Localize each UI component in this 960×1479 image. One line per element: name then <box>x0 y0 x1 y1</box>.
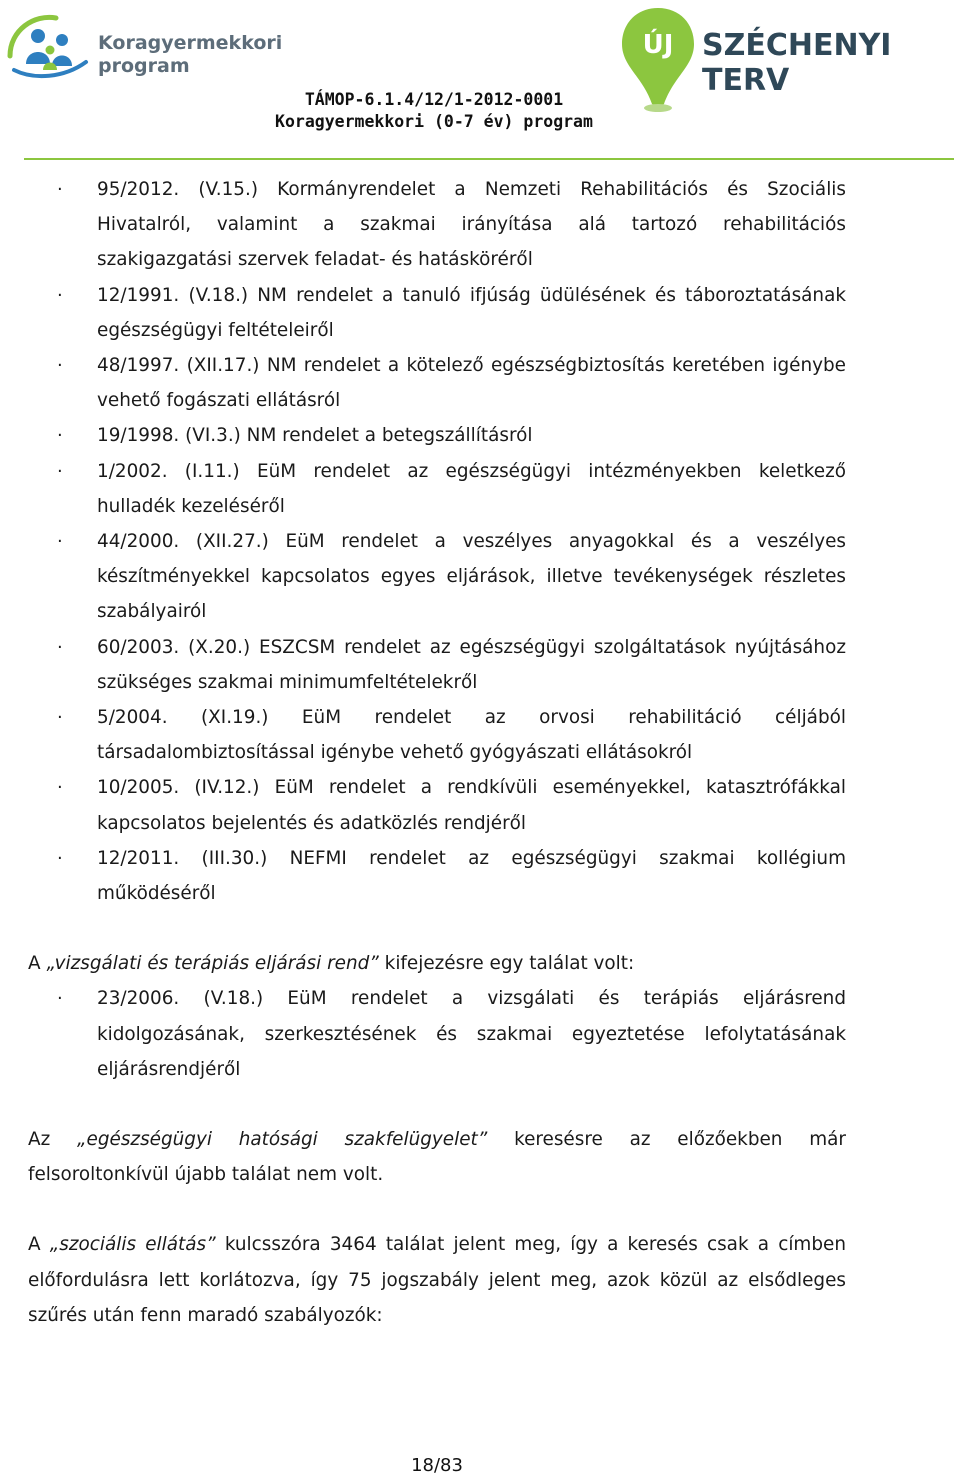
bullet-icon: · <box>57 988 63 1010</box>
koragyermekkori-logo <box>4 12 294 82</box>
szechenyi-terv-text: SZÉCHENYI TERV <box>702 28 892 98</box>
header-divider <box>24 158 954 160</box>
search-term: „szociális ellátás” <box>49 1234 216 1256</box>
paragraph-text: kulcsszóra 3464 találat jelent meg, így a keresés csak a címben előfordulásra lett korlátozva, így 75 jogszabály jelent meg, azok közül az elsődleges szűrés után fenn maradó szabályozók: <box>28 1234 846 1326</box>
list-item <box>28 700 846 770</box>
list-item-text: 10/2005. (IV.12.) EüM rendelet a rendkívüli eseményekkel, katasztrófákkal kapcsolatos bejelentés és adatközlés rendjéről <box>97 777 846 834</box>
paragraph-text: A <box>28 953 47 975</box>
regulation-list <box>28 981 846 1087</box>
uj-badge-text: ÚJ <box>642 30 674 60</box>
list-item-text: 23/2006. (V.18.) EüM rendelet a vizsgálati és terápiás eljárásrend kidolgozásának, szerkesztésének és szakmai egyeztetése lefolytatásának eljárásrendjéről <box>97 988 846 1080</box>
paragraph-text: Az <box>28 1129 78 1151</box>
page-header <box>0 0 960 162</box>
list-item <box>28 454 846 524</box>
paragraph-text: kifejezésre egy találat volt: <box>378 953 635 975</box>
list-item-text: 60/2003. (X.20.) ESZCSM rendelet az egészségügyi szolgáltatások nyújtásához szükséges szakmai minimumfeltételekről <box>97 636 846 693</box>
list-item <box>28 630 846 700</box>
bullet-icon: · <box>57 425 63 447</box>
list-item <box>28 418 846 453</box>
paragraph-text: A <box>28 1234 50 1256</box>
list-item-text: 1/2002. (I.11.) EüM rendelet az egészségügyi intézményekben keletkező hulladék kezeléséről <box>97 460 846 517</box>
search-result-paragraph <box>28 1122 846 1192</box>
search-term: „vizsgálati és terápiás eljárási rend” <box>46 953 379 975</box>
bullet-icon: · <box>57 355 63 377</box>
koragyermekkori-logo-text: Koragyermekkori program <box>98 32 283 77</box>
list-item <box>28 172 846 278</box>
search-result-paragraph <box>28 1227 846 1333</box>
project-name: Koragyermekkori (0-7 év) program <box>275 112 593 131</box>
bullet-icon: · <box>57 847 63 869</box>
list-item-text: 95/2012. (V.15.) Kormányrendelet a Nemzeti Rehabilitációs és Szociális Hivatalról, valamint a szakmai irányítása alá tartozó rehabilitációs szakigazgatási szervek feladat- és hatásköréről <box>97 179 846 271</box>
bullet-icon: · <box>57 284 63 306</box>
list-item <box>28 348 846 418</box>
bullet-icon: · <box>57 636 63 658</box>
page-number: 18/83 <box>411 1455 463 1476</box>
list-item-text: 48/1997. (XII.17.) NM rendelet a kötelező egészségbiztosítás keretében igénybe vehető fogászati ellátásról <box>97 355 846 412</box>
list-item-text: 5/2004. (XI.19.) EüM rendelet az orvosi rehabilitáció céljából társadalombiztosítással igénybe vehető gyógyászati ellátásokról <box>97 707 846 764</box>
regulation-list <box>28 172 846 911</box>
bullet-icon: · <box>57 179 63 200</box>
list-item <box>28 278 846 348</box>
list-item-text: 19/1998. (VI.3.) NM rendelet a betegszállításról <box>97 425 533 447</box>
bullet-icon: · <box>57 707 63 729</box>
bullet-icon: · <box>57 460 63 482</box>
document-body <box>28 172 846 1333</box>
search-result-paragraph <box>28 946 846 981</box>
paragraph-text: keresésre az előzőekben már felsoroltonkívül újabb találat nem volt. <box>28 1129 846 1186</box>
list-item <box>28 770 846 840</box>
list-item-text: 12/2011. (III.30.) NEFMI rendelet az egészségügyi szakmai kollégium működéséről <box>97 847 846 905</box>
list-item-text: 12/1991. (V.18.) NM rendelet a tanuló ifjúság üdülésének és táboroztatásának egészségügyi feltételeiről <box>97 284 846 341</box>
bullet-icon: · <box>57 777 63 799</box>
list-item-text: 44/2000. (XII.27.) EüM rendelet a veszélyes anyagokkal és a veszélyes készítményekkel kapcsolatos egyes eljárások, illetve tevékenységek részletes szabályairól <box>97 531 846 623</box>
project-code: TÁMOP-6.1.4/12/1-2012-0001 <box>304 90 564 109</box>
bullet-icon: · <box>57 531 63 553</box>
search-term: „egészségügyi hatósági szakfelügyelet” <box>77 1129 488 1151</box>
list-item <box>28 841 846 911</box>
list-item <box>28 524 846 630</box>
list-item <box>28 981 846 1087</box>
family-figures-icon <box>4 12 96 82</box>
